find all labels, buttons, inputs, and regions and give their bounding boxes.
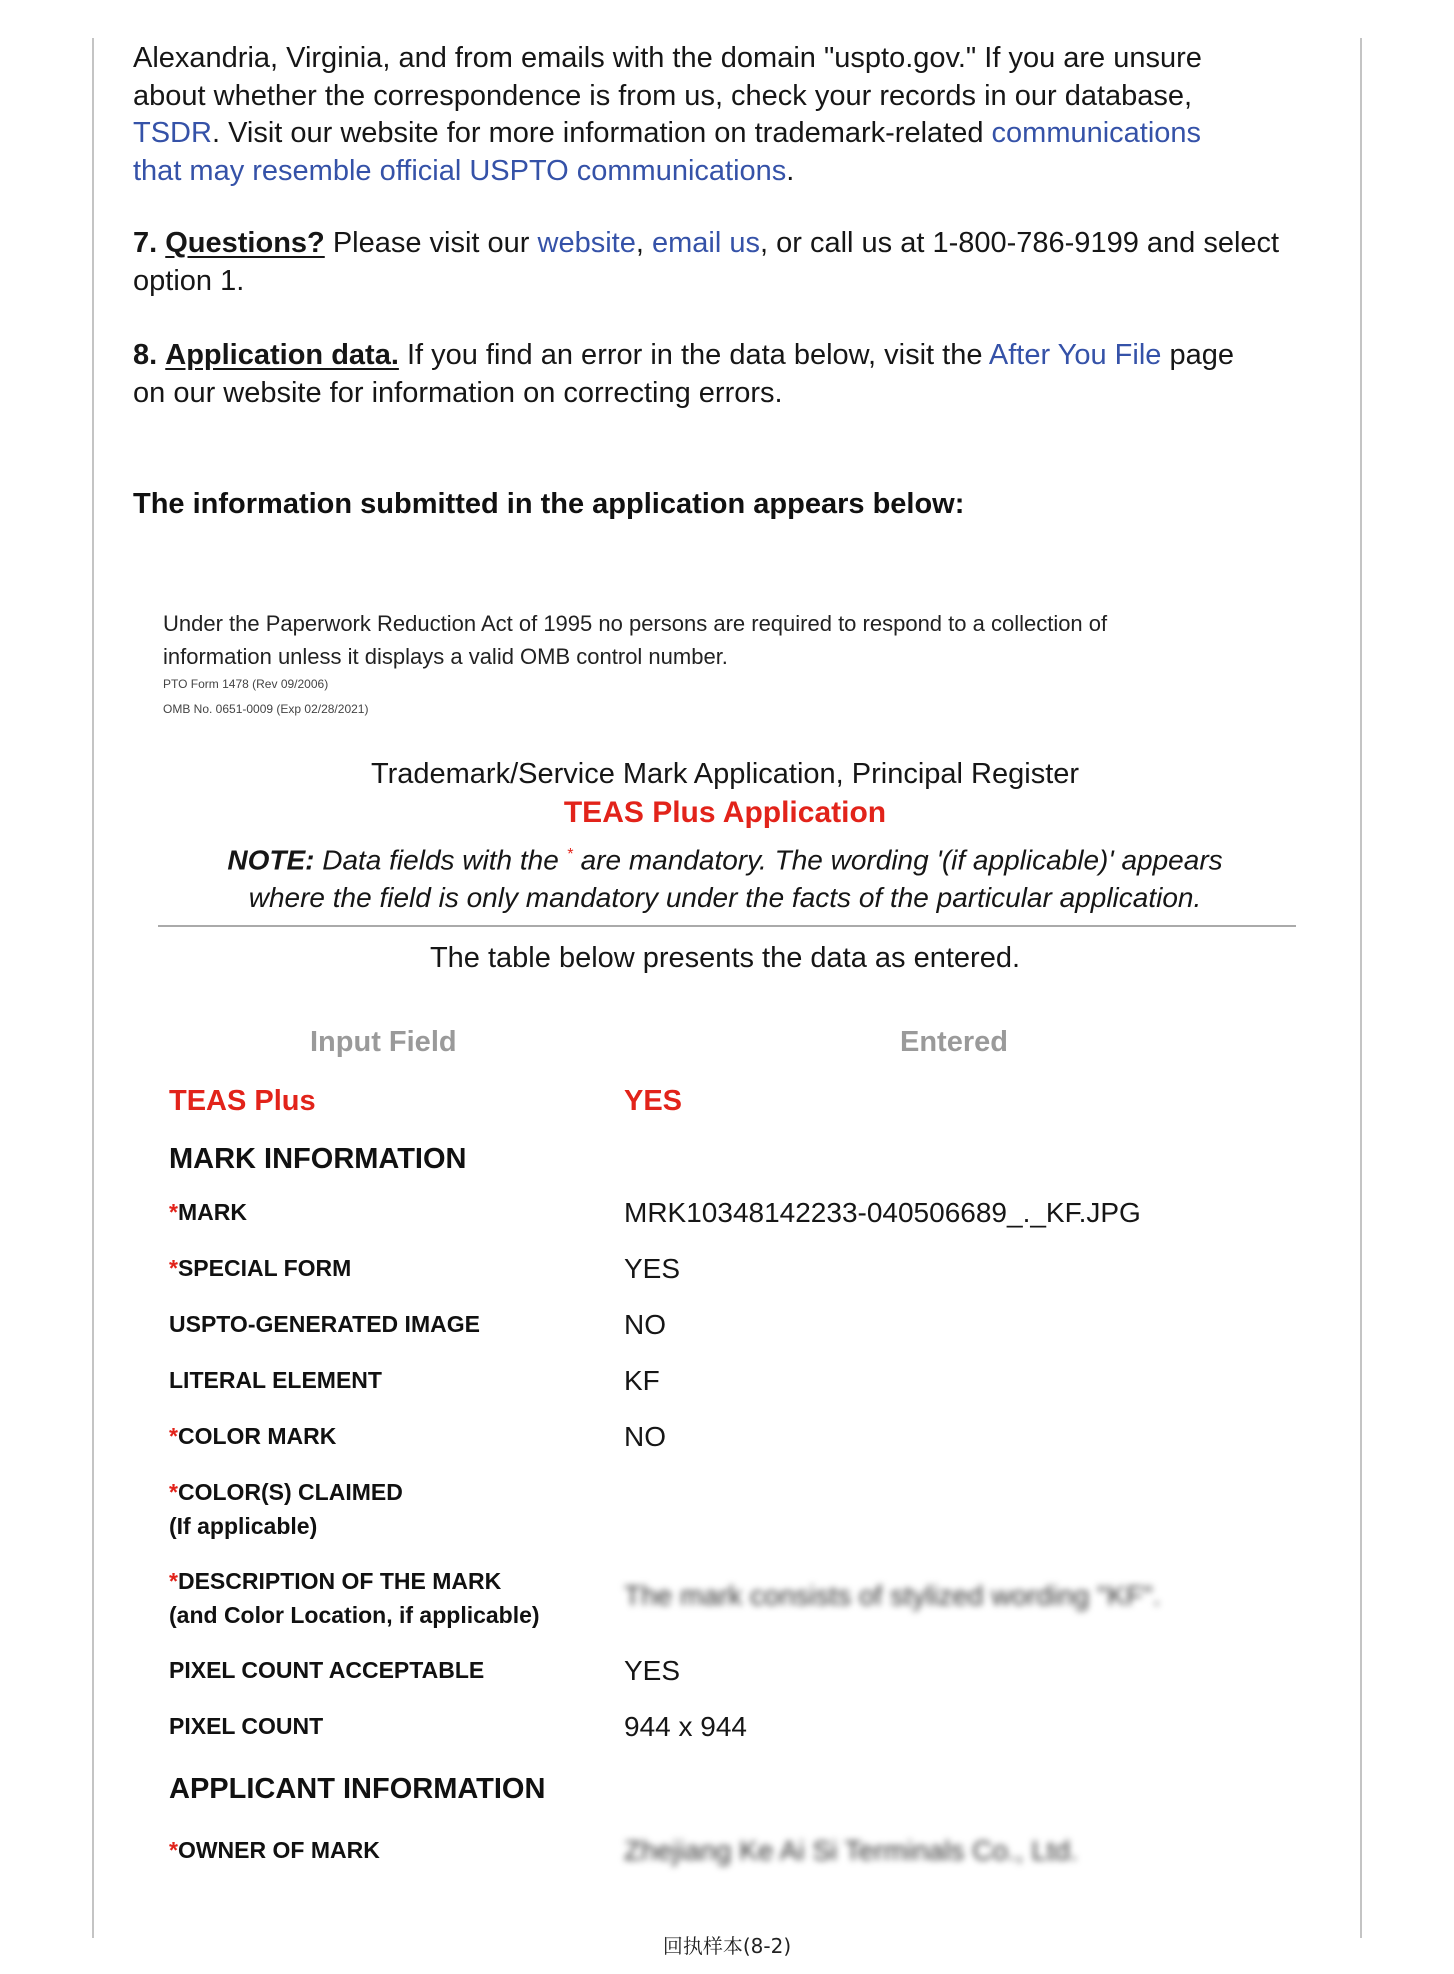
column-header-input-field: Input Field — [310, 1026, 457, 1058]
colors-claimed-label — [169, 1475, 403, 1543]
mandatory-note — [150, 836, 1300, 917]
required-star: * — [169, 1423, 178, 1449]
paperwork-line-2: information unless it displays a valid OMB control number. — [163, 644, 728, 669]
literal-element-value: KF — [624, 1365, 660, 1396]
questions-text-a: Please visit our — [324, 227, 538, 259]
required-star: * — [169, 1837, 178, 1863]
teas-plus-title: TEAS Plus Application — [563, 796, 887, 829]
tsdr-link[interactable]: TSDR — [133, 117, 212, 149]
form-title: Trademark/Service Mark Application, Principal Register — [370, 758, 1080, 790]
note-text-b: are mandatory. The wording '(if applicable)' appears — [572, 844, 1223, 876]
omb-number: OMB No. 0651-0009 (Exp 02/28/2021) — [163, 702, 369, 716]
owner-of-mark-value: Zhejiang Ke Ai Si Terminals Co., Ltd. — [624, 1835, 1078, 1866]
color-mark-label-text: COLOR MARK — [177, 1423, 337, 1449]
application-data-text-b: page — [1161, 339, 1234, 371]
intro-line-4 — [133, 153, 1333, 191]
pixel-count-label: PIXEL COUNT — [169, 1713, 324, 1739]
description-sub: (and Color Location, if applicable) — [169, 1602, 540, 1628]
note-line-1 — [150, 836, 1300, 879]
intro-line-3 — [133, 115, 1333, 153]
note-text-a: Data fields with the — [314, 844, 567, 876]
pixel-count-value: 944 x 944 — [624, 1711, 747, 1742]
colors-claimed-label-text: COLOR(S) CLAIMED — [177, 1479, 403, 1505]
special-form-label-text: SPECIAL FORM — [177, 1255, 352, 1281]
note-label: NOTE: — [227, 844, 315, 876]
table-caption: The table below presents the data as entered. — [429, 942, 1021, 974]
mark-information-heading: MARK INFORMATION — [169, 1143, 467, 1175]
intro-line-2: about whether the correspondence is from us, check your records in our database, — [133, 79, 1193, 112]
application-data-heading: Application data. — [165, 339, 399, 371]
application-data-item — [133, 337, 1333, 412]
item-number-8: 8. — [133, 339, 158, 371]
teas-plus-label: TEAS Plus — [169, 1085, 316, 1117]
mark-value: MRK10348142233-040506689_._KF.JPG — [624, 1197, 1141, 1228]
page-footer-label: 回执样本(8-2) — [662, 1934, 792, 1958]
email-us-link[interactable]: email us — [651, 227, 760, 259]
intro-line-3-text: . Visit our website for more information on trademark-related — [211, 117, 992, 149]
after-you-file-link[interactable]: After You File — [988, 339, 1162, 371]
uspto-generated-image-label: USPTO-GENERATED IMAGE — [169, 1311, 480, 1337]
communications-link-a[interactable]: communications — [991, 117, 1202, 149]
note-line-2: where the field is only mandatory under the facts of the particular application. — [248, 882, 1202, 914]
required-star: * — [169, 1199, 178, 1225]
section-heading: The information submitted in the application appears below: — [133, 488, 965, 520]
description-title — [169, 1564, 540, 1598]
literal-element-label: LITERAL ELEMENT — [169, 1367, 382, 1393]
pixel-count-acceptable-label: PIXEL COUNT ACCEPTABLE — [169, 1657, 485, 1683]
pixel-count-acceptable-value: YES — [624, 1655, 681, 1686]
note-required-star: * — [566, 846, 573, 863]
page-border-left — [92, 38, 94, 1938]
uspto-generated-image-value: NO — [624, 1309, 666, 1340]
required-star: * — [169, 1568, 178, 1594]
owner-of-mark-label-text: OWNER OF MARK — [177, 1837, 380, 1863]
communications-link-b[interactable]: that may resemble official USPTO communications — [133, 154, 787, 187]
special-form-label — [169, 1251, 351, 1285]
questions-item — [133, 225, 1333, 300]
colors-claimed-title — [169, 1475, 403, 1509]
applicant-information-heading: APPLICANT INFORMATION — [169, 1773, 546, 1805]
paperwork-line-1: Under the Paperwork Reduction Act of 1995 no persons are required to respond to a collection of — [163, 611, 1108, 636]
website-link[interactable]: website — [537, 227, 636, 259]
questions-heading: Questions? — [165, 227, 325, 259]
color-mark-value: NO — [624, 1421, 666, 1452]
questions-line-1 — [133, 225, 1333, 263]
mark-label-text: MARK — [177, 1199, 247, 1225]
paperwork-notice — [163, 607, 1303, 673]
page-border-right — [1360, 38, 1362, 1938]
teas-plus-value: YES — [624, 1085, 683, 1117]
questions-text-c: , or call us at 1-800-786-9199 and select — [759, 227, 1280, 259]
intro-line-4-end: . — [786, 154, 795, 187]
required-star: * — [169, 1255, 178, 1281]
application-data-line-1 — [133, 337, 1333, 375]
owner-of-mark-label — [169, 1833, 380, 1867]
divider — [158, 925, 1296, 927]
questions-text-b: , — [635, 227, 652, 259]
required-star: * — [169, 1479, 178, 1505]
colors-claimed-sub: (If applicable) — [169, 1513, 318, 1539]
column-header-entered: Entered — [900, 1026, 1008, 1058]
item-number-7: 7. — [133, 227, 158, 259]
questions-line-2: option 1. — [133, 264, 245, 297]
description-label — [169, 1564, 540, 1632]
mark-label — [169, 1195, 247, 1229]
description-value: The mark consists of stylized wording "KF". — [624, 1580, 1161, 1611]
pto-form-number: PTO Form 1478 (Rev 09/2006) — [163, 677, 329, 691]
special-form-value: YES — [624, 1253, 681, 1284]
application-data-text-a: If you find an error in the data below, visit the — [398, 339, 989, 371]
intro-paragraph — [133, 40, 1333, 190]
intro-line-1: Alexandria, Virginia, and from emails with the domain "uspto.gov." If you are unsure — [133, 42, 1202, 74]
color-mark-label — [169, 1419, 336, 1453]
application-data-line-2: on our website for information on correcting errors. — [133, 376, 783, 409]
description-label-text: DESCRIPTION OF THE MARK — [177, 1568, 502, 1594]
